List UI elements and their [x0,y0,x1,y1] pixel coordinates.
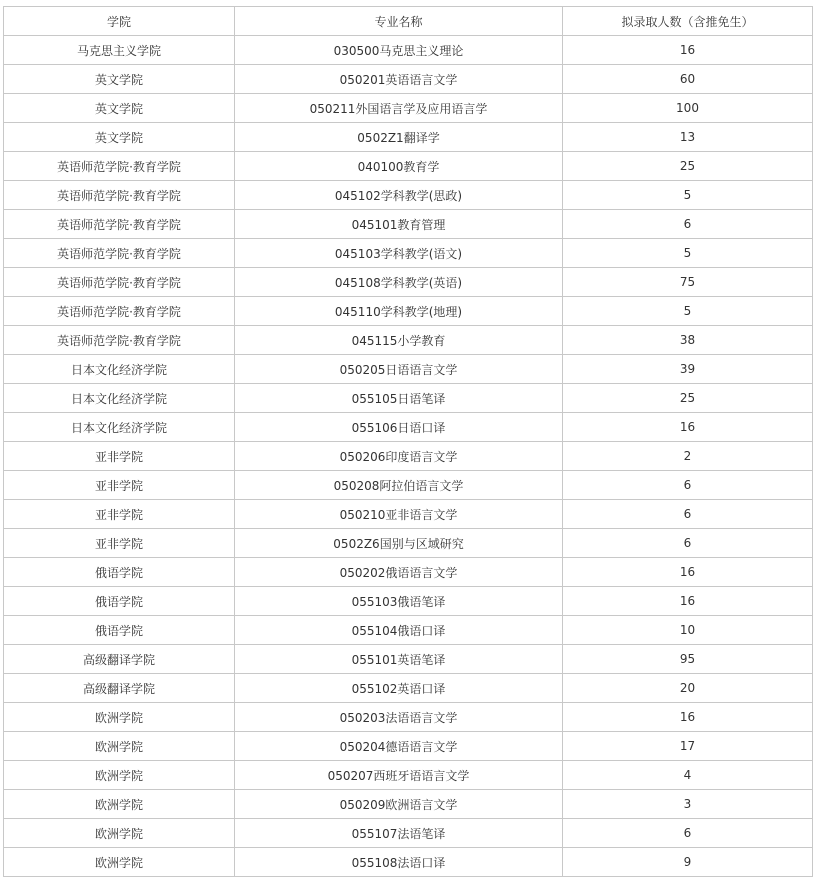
cell-college: 亚非学院 [4,442,235,471]
cell-college: 英语师范学院·教育学院 [4,239,235,268]
cell-admission-count: 5 [563,181,813,210]
table-row [4,819,813,848]
table-row [4,239,813,268]
cell-major-name: 055108法语口译 [235,848,563,877]
cell-major-name: 0502Z1翻译学 [235,123,563,152]
cell-college: 英语师范学院·教育学院 [4,152,235,181]
table-row [4,326,813,355]
table-row [4,297,813,326]
cell-admission-count: 6 [563,819,813,848]
cell-major-name: 055104俄语口译 [235,616,563,645]
header-admission-count: 拟录取人数（含推免生） [563,7,813,36]
table-row [4,645,813,674]
cell-admission-count: 16 [563,413,813,442]
cell-major-name: 050201英语语言文学 [235,65,563,94]
cell-college: 俄语学院 [4,616,235,645]
cell-major-name: 050205日语语言文学 [235,355,563,384]
cell-major-name: 040100教育学 [235,152,563,181]
header-college: 学院 [4,7,235,36]
table-row [4,384,813,413]
cell-major-name: 050206印度语言文学 [235,442,563,471]
table-row [4,123,813,152]
table-row [4,558,813,587]
table-row [4,616,813,645]
table-row [4,413,813,442]
admissions-table-container [3,6,812,877]
cell-college: 亚非学院 [4,500,235,529]
cell-major-name: 045101教育管理 [235,210,563,239]
cell-college: 英文学院 [4,94,235,123]
cell-major-name: 045102学科教学(思政) [235,181,563,210]
cell-admission-count: 20 [563,674,813,703]
cell-major-name: 045115小学教育 [235,326,563,355]
table-row [4,355,813,384]
cell-admission-count: 16 [563,587,813,616]
cell-college: 英语师范学院·教育学院 [4,210,235,239]
cell-admission-count: 9 [563,848,813,877]
cell-admission-count: 5 [563,239,813,268]
cell-major-name: 045103学科教学(语文) [235,239,563,268]
cell-admission-count: 5 [563,297,813,326]
table-row [4,36,813,65]
cell-college: 英文学院 [4,65,235,94]
cell-college: 俄语学院 [4,558,235,587]
cell-major-name: 050209欧洲语言文学 [235,790,563,819]
cell-major-name: 055102英语口译 [235,674,563,703]
cell-major-name: 045110学科教学(地理) [235,297,563,326]
cell-admission-count: 38 [563,326,813,355]
table-row [4,181,813,210]
cell-college: 马克思主义学院 [4,36,235,65]
cell-admission-count: 13 [563,123,813,152]
cell-admission-count: 6 [563,529,813,558]
table-row [4,268,813,297]
table-row [4,761,813,790]
cell-college: 俄语学院 [4,587,235,616]
cell-admission-count: 3 [563,790,813,819]
table-row [4,587,813,616]
cell-admission-count: 2 [563,442,813,471]
cell-college: 高级翻译学院 [4,674,235,703]
cell-major-name: 050202俄语语言文学 [235,558,563,587]
cell-admission-count: 4 [563,761,813,790]
cell-college: 日本文化经济学院 [4,384,235,413]
cell-major-name: 050203法语语言文学 [235,703,563,732]
cell-major-name: 050207西班牙语语言文学 [235,761,563,790]
cell-college: 英语师范学院·教育学院 [4,268,235,297]
table-row [4,94,813,123]
header-major-name: 专业名称 [235,7,563,36]
cell-major-name: 055107法语笔译 [235,819,563,848]
table-row [4,790,813,819]
table-row [4,152,813,181]
table-row [4,529,813,558]
cell-college: 日本文化经济学院 [4,355,235,384]
cell-major-name: 045108学科教学(英语) [235,268,563,297]
table-row [4,703,813,732]
cell-major-name: 030500马克思主义理论 [235,36,563,65]
cell-college: 欧洲学院 [4,790,235,819]
table-row [4,674,813,703]
table-row [4,848,813,877]
cell-major-name: 050208阿拉伯语言文学 [235,471,563,500]
cell-admission-count: 10 [563,616,813,645]
cell-admission-count: 95 [563,645,813,674]
cell-college: 英语师范学院·教育学院 [4,181,235,210]
cell-admission-count: 6 [563,500,813,529]
cell-admission-count: 100 [563,94,813,123]
cell-admission-count: 39 [563,355,813,384]
table-row [4,500,813,529]
cell-college: 英语师范学院·教育学院 [4,297,235,326]
cell-major-name: 055101英语笔译 [235,645,563,674]
cell-college: 欧洲学院 [4,848,235,877]
table-row [4,65,813,94]
table-row [4,471,813,500]
cell-major-name: 050211外国语言学及应用语言学 [235,94,563,123]
cell-admission-count: 16 [563,703,813,732]
cell-college: 亚非学院 [4,471,235,500]
cell-admission-count: 16 [563,558,813,587]
cell-admission-count: 25 [563,384,813,413]
cell-admission-count: 17 [563,732,813,761]
cell-college: 英语师范学院·教育学院 [4,326,235,355]
cell-major-name: 055106日语口译 [235,413,563,442]
cell-major-name: 050210亚非语言文学 [235,500,563,529]
cell-college: 欧洲学院 [4,703,235,732]
admissions-table [3,6,813,877]
table-row [4,732,813,761]
cell-major-name: 050204德语语言文学 [235,732,563,761]
cell-major-name: 055103俄语笔译 [235,587,563,616]
cell-college: 欧洲学院 [4,819,235,848]
table-row [4,210,813,239]
table-row [4,442,813,471]
cell-admission-count: 60 [563,65,813,94]
cell-admission-count: 16 [563,36,813,65]
cell-admission-count: 75 [563,268,813,297]
cell-major-name: 055105日语笔译 [235,384,563,413]
table-header-row [4,7,813,36]
cell-admission-count: 6 [563,210,813,239]
cell-admission-count: 6 [563,471,813,500]
cell-college: 英文学院 [4,123,235,152]
cell-admission-count: 25 [563,152,813,181]
cell-college: 高级翻译学院 [4,645,235,674]
cell-college: 亚非学院 [4,529,235,558]
cell-major-name: 0502Z6国别与区域研究 [235,529,563,558]
cell-college: 欧洲学院 [4,761,235,790]
table-body [4,36,813,877]
cell-college: 日本文化经济学院 [4,413,235,442]
cell-college: 欧洲学院 [4,732,235,761]
